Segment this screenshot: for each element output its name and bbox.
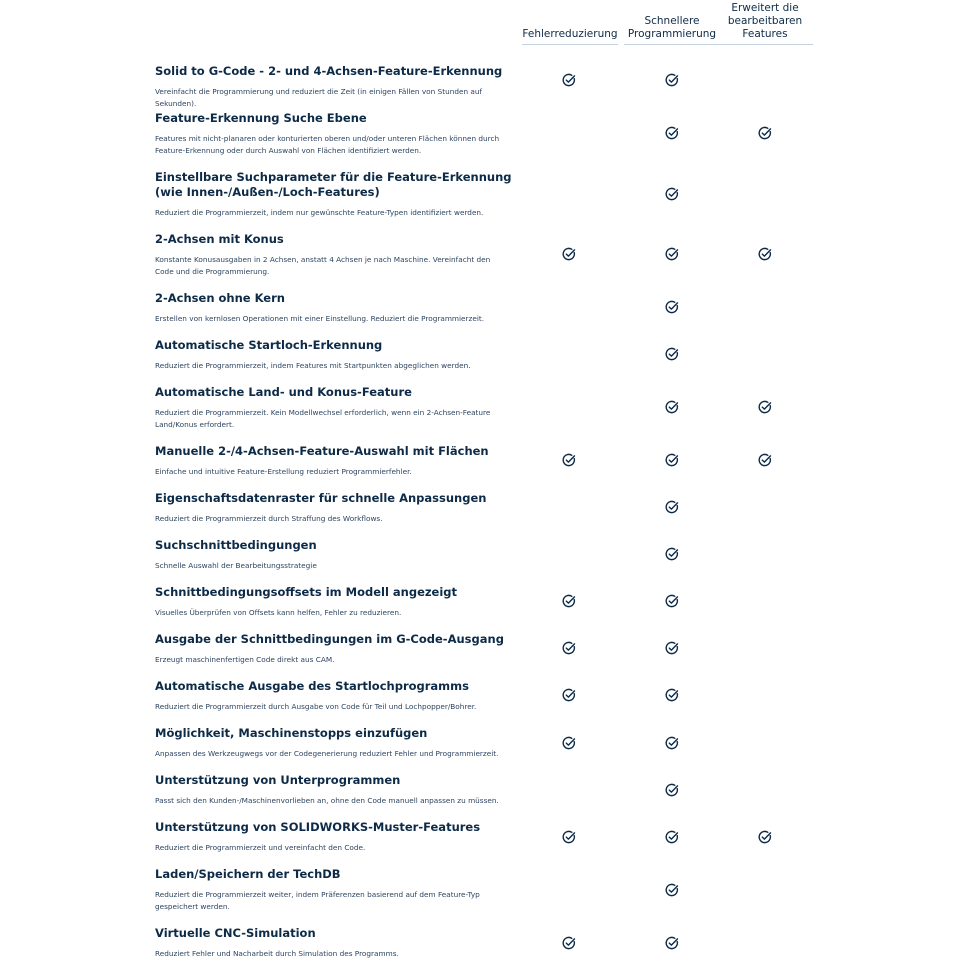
- feature-title: Eigenschaftsdatenraster für schnelle Anpassungen: [155, 491, 487, 505]
- column-header-erweitert-features: Erweitert die bearbeitbaren Features: [717, 2, 813, 45]
- check-circle-icon: [665, 783, 679, 797]
- check-circle-icon: [562, 247, 576, 261]
- check-circle-icon: [665, 688, 679, 702]
- check-circle-icon: [665, 936, 679, 950]
- feature-title: Laden/Speichern der TechDB: [155, 867, 341, 881]
- feature-title: 2-Achsen ohne Kern: [155, 291, 285, 305]
- check-circle-icon: [665, 126, 679, 140]
- feature-title: Manuelle 2-/4-Achsen-Feature-Auswahl mit Flächen: [155, 444, 489, 458]
- check-circle-icon: [758, 400, 772, 414]
- feature-title: Solid to G-Code - 2- und 4-Achsen-Feature-Erkennung: [155, 64, 503, 78]
- feature-title: 2-Achsen mit Konus: [155, 232, 284, 246]
- feature-title: Suchschnittbedingungen: [155, 538, 317, 552]
- check-circle-icon: [562, 830, 576, 844]
- check-circle-icon: [562, 594, 576, 608]
- check-circle-icon: [665, 73, 679, 87]
- feature-description: Features mit nicht-planaren oder konturierten oberen und/oder unteren Flächen können durch Feature-Erkennung oder durch Auswahl von Flächen identifiziert werden.: [155, 134, 500, 155]
- feature-description: Erzeugt maschinenfertigen Code direkt aus CAM.: [155, 655, 335, 664]
- feature-description: Reduziert die Programmierzeit und vereinfacht den Code.: [155, 843, 366, 852]
- feature-description: Erstellen von kernlosen Operationen mit einer Einstellung. Reduziert die Programmierzeit.: [155, 314, 485, 323]
- check-circle-icon: [665, 400, 679, 414]
- feature-description: Reduziert die Programmierzeit weiter, indem Präferenzen basierend auf dem Feature-Typ gespeichert werden.: [155, 890, 480, 911]
- feature-description: Vereinfacht die Programmierung und reduziert die Zeit (in einigen Fällen von Stunden auf Sekunden).: [155, 87, 483, 108]
- check-circle-icon: [758, 830, 772, 844]
- check-circle-icon: [562, 736, 576, 750]
- feature-title: Ausgabe der Schnittbedingungen im G-Code-Ausgang: [155, 632, 504, 646]
- column-header-schnellere-programmierung: Schnellere Programmierung: [624, 15, 720, 45]
- feature-title: Automatische Startloch-Erkennung: [155, 338, 383, 352]
- feature-description: Passt sich den Kunden-/Maschinenvorlieben an, ohne den Code manuell anpassen zu müssen.: [155, 796, 499, 805]
- feature-title: Einstellbare Suchparameter für die Feature-Erkennung (wie Innen-/Außen-/Loch-Features): [155, 170, 512, 199]
- feature-description: Reduziert die Programmierzeit durch Ausgabe von Code für Teil und Lochpopper/Bohrer.: [155, 702, 477, 711]
- check-circle-icon: [562, 453, 576, 467]
- check-circle-icon: [665, 500, 679, 514]
- feature-description: Anpassen des Werkzeugwegs vor der Codegenerierung reduziert Fehler und Programmierzeit.: [155, 749, 499, 758]
- feature-description: Schnelle Auswahl der Bearbeitungsstrategie: [155, 561, 317, 570]
- feature-description: Reduziert die Programmierzeit. Kein Modellwechsel erforderlich, wenn ein 2-Achsen-Feature Land/Konus erfordert.: [155, 408, 491, 429]
- check-circle-icon: [758, 453, 772, 467]
- check-circle-icon: [758, 247, 772, 261]
- feature-description: Reduziert die Programmierzeit, indem Features mit Startpunkten abgeglichen werden.: [155, 361, 471, 370]
- check-circle-icon: [665, 594, 679, 608]
- feature-description: Reduziert die Programmierzeit durch Straffung des Workflows.: [155, 514, 383, 523]
- check-circle-icon: [665, 736, 679, 750]
- check-circle-icon: [562, 641, 576, 655]
- check-circle-icon: [665, 347, 679, 361]
- check-circle-icon: [562, 73, 576, 87]
- feature-description: Visuelles Überprüfen von Offsets kann helfen, Fehler zu reduzieren.: [155, 608, 402, 617]
- feature-title: Automatische Ausgabe des Startlochprogramms: [155, 679, 469, 693]
- feature-title: Schnittbedingungsoffsets im Modell angezeigt: [155, 585, 458, 599]
- feature-description: Einfache und intuitive Feature-Erstellung reduziert Programmierfehler.: [155, 467, 412, 476]
- feature-description: Reduziert Fehler und Nacharbeit durch Simulation des Programms.: [155, 949, 399, 958]
- feature-title: Unterstützung von Unterprogrammen: [155, 773, 401, 787]
- check-circle-icon: [665, 300, 679, 314]
- feature-title: Möglichkeit, Maschinenstopps einzufügen: [155, 726, 428, 740]
- check-circle-icon: [665, 641, 679, 655]
- check-circle-icon: [665, 247, 679, 261]
- check-circle-icon: [758, 126, 772, 140]
- feature-description: Konstante Konusausgaben in 2 Achsen, anstatt 4 Achsen je nach Maschine. Vereinfacht den Code und die Programmierung.: [155, 255, 491, 276]
- check-circle-icon: [665, 547, 679, 561]
- column-headers: [0, 0, 960, 50]
- feature-title: Feature-Erkennung Suche Ebene: [155, 111, 367, 125]
- column-header-fehlerreduzierung: Fehlerreduzierung: [522, 28, 618, 45]
- check-circle-icon: [665, 453, 679, 467]
- check-circle-icon: [665, 830, 679, 844]
- feature-title: Virtuelle CNC-Simulation: [155, 926, 316, 940]
- feature-description: Reduziert die Programmierzeit, indem nur gewünschte Feature-Typen identifiziert werden.: [155, 208, 484, 217]
- check-circle-icon: [562, 688, 576, 702]
- check-circle-icon: [665, 883, 679, 897]
- feature-title: Unterstützung von SOLIDWORKS-Muster-Features: [155, 820, 481, 834]
- feature-title: Automatische Land- und Konus-Feature: [155, 385, 412, 399]
- check-circle-icon: [665, 187, 679, 201]
- check-circle-icon: [562, 936, 576, 950]
